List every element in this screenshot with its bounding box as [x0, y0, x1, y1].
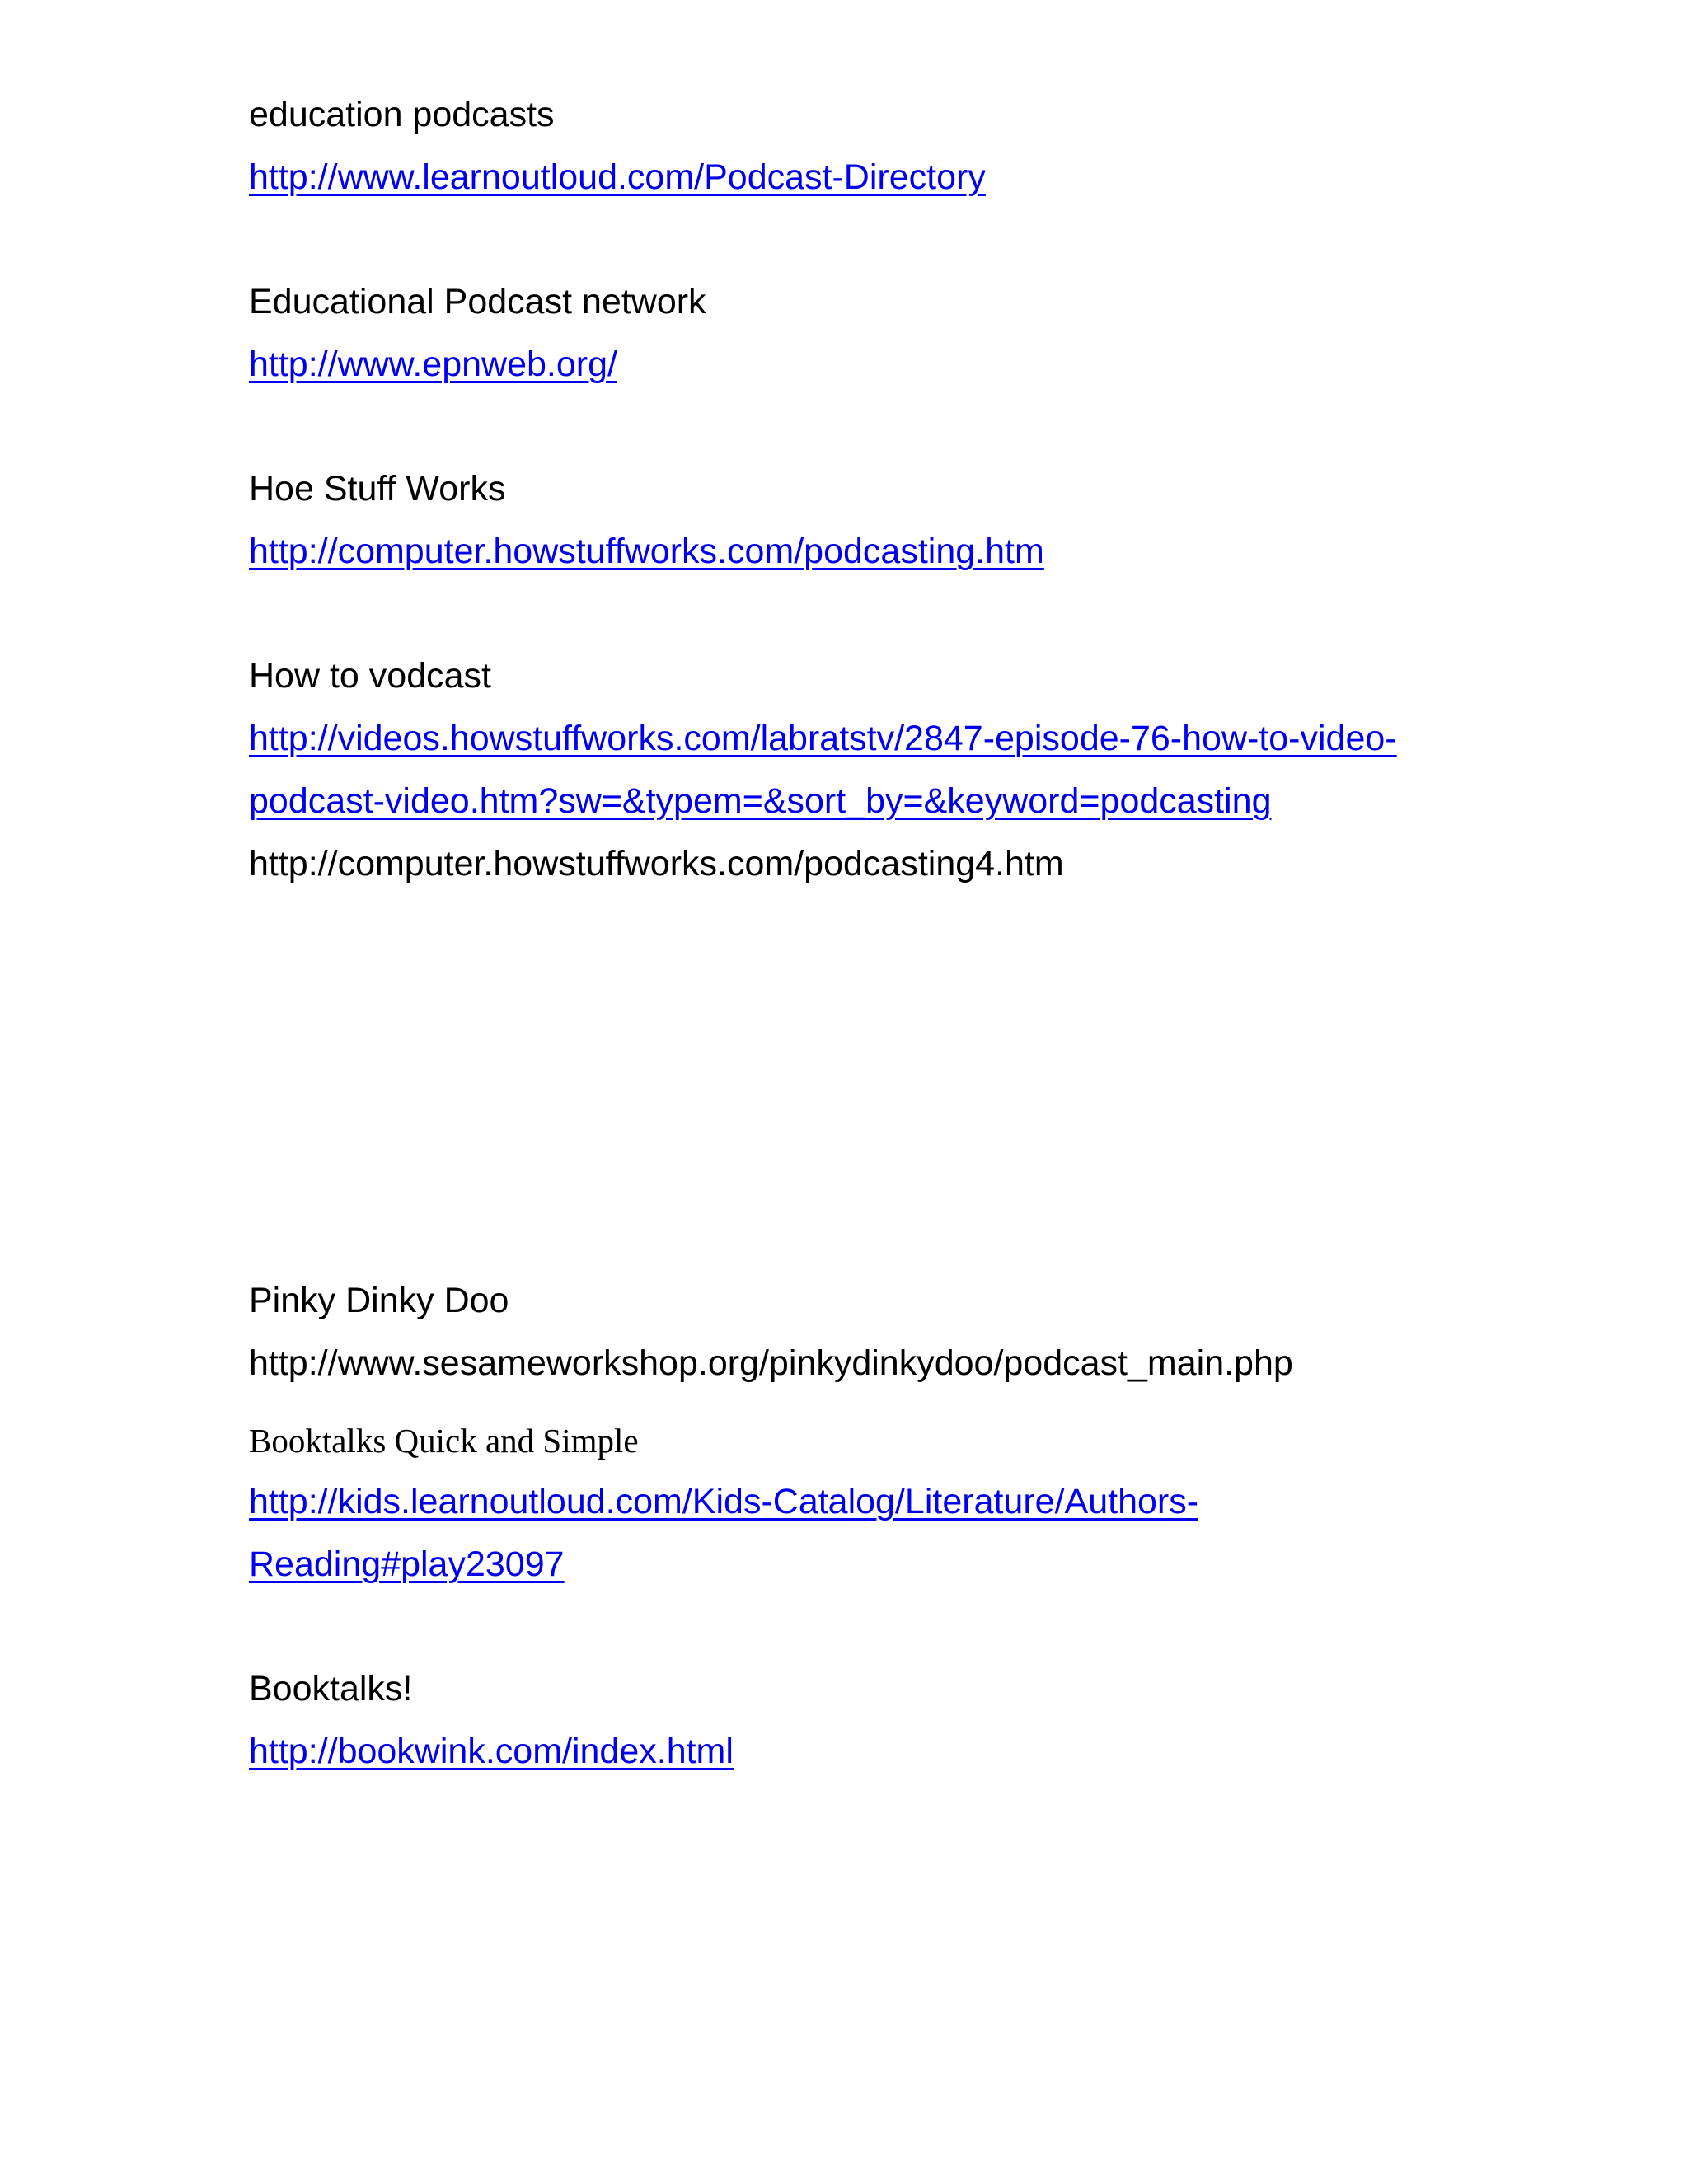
entry-title-educational-podcast-network: Educational Podcast network — [249, 282, 706, 321]
entry-title-education-podcasts: education podcasts — [249, 95, 555, 134]
entry-title-hoe-stuff-works: Hoe Stuff Works — [249, 469, 506, 509]
plain-url-howstuffworks-podcasting4: http://computer.howstuffworks.com/podcasting4.htm — [249, 844, 1064, 883]
entry-title-booktalks-quick-and-simple: Booktalks Quick and Simple — [249, 1422, 639, 1460]
link-howstuffworks-podcasting[interactable]: http://computer.howstuffworks.com/podcasting.htm — [249, 532, 1044, 571]
plain-url-sesameworkshop: http://www.sesameworkshop.org/pinkydinkydoo/podcast_main.php — [249, 1343, 1293, 1383]
entry-title-booktalks: Booktalks! — [249, 1669, 413, 1708]
link-learnoutloud-authors-line-1[interactable]: http://kids.learnoutloud.com/Kids-Catalog/Literature/Authors- — [249, 1482, 1199, 1521]
link-epnweb[interactable]: http://www.epnweb.org/ — [249, 344, 617, 384]
link-learnoutloud-podcast-directory[interactable]: http://www.learnoutloud.com/Podcast-Directory — [249, 157, 986, 197]
link-howstuffworks-video-line-1[interactable]: http://videos.howstuffworks.com/labratstv/2847-episode-76-how-to-video- — [249, 719, 1397, 758]
entry-title-how-to-vodcast: How to vodcast — [249, 656, 491, 696]
entry-title-pinky-dinky-doo: Pinky Dinky Doo — [249, 1281, 509, 1320]
link-howstuffworks-video-line-2[interactable]: podcast-video.htm?sw=&typem=&sort_by=&keyword=podcasting — [249, 781, 1272, 821]
link-learnoutloud-authors-line-2[interactable]: Reading#play23097 — [249, 1544, 565, 1584]
link-bookwink[interactable]: http://bookwink.com/index.html — [249, 1732, 734, 1771]
